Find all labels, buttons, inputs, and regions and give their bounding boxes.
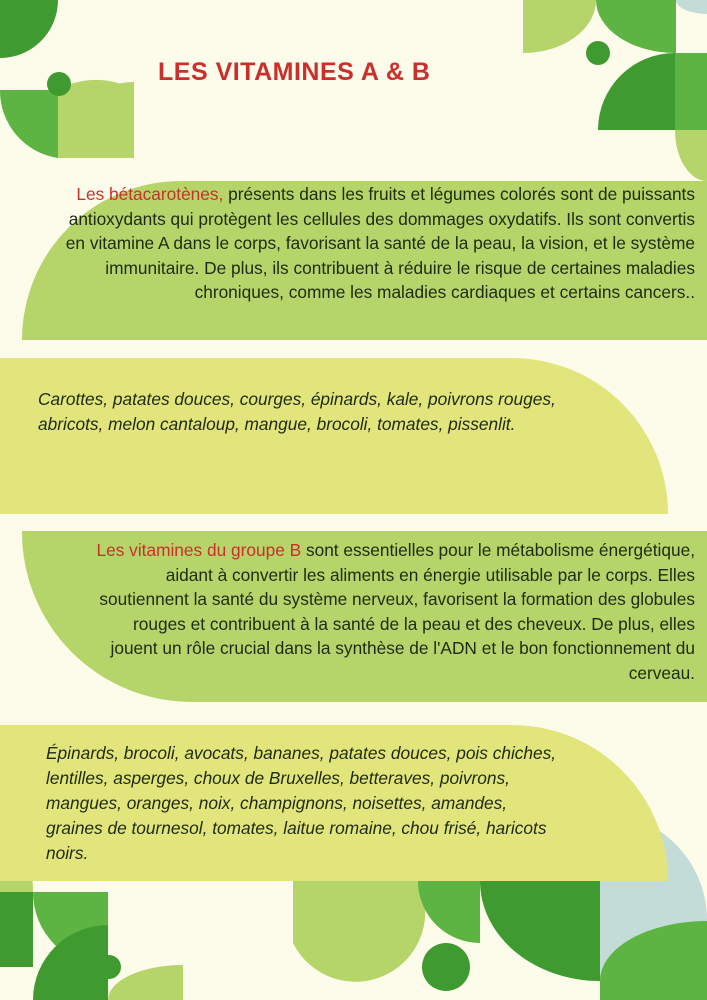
shape-green-half-bottomright xyxy=(480,881,616,981)
shape-dot-bottomleft xyxy=(97,955,121,979)
vitamin-a-foods-list: Carottes, patates douces, courges, épinards, kale, poivrons rouges, abricots, melon cantaloup, mangue, brocoli, tomates, pissenlit. xyxy=(38,389,556,434)
shape-quarter-mid-right xyxy=(675,53,707,130)
page-title: LES VITAMINES A & B xyxy=(158,58,431,86)
shape-dot-topright xyxy=(586,41,610,65)
shape-half-green-top xyxy=(596,0,676,53)
betacarotene-text: présents dans les fruits et légumes colorés sont de puissants antioxydants qui protègent les cellules des dommages oxydatifs. Ils sont convertis en vitamine A dans le corps, favorisant la santé de la peau, la vision, et le système immunitaire. De plus, ils contribuent à réduire le risque de certaines maladies chroniques, comme les maladies cardiaques et certains cancers.. xyxy=(65,184,695,302)
shape-half-dark-bottom xyxy=(0,892,33,967)
shape-quarter-dark-topleft xyxy=(0,0,58,58)
shape-dot-topleft xyxy=(47,72,71,96)
vitamin-b-text: sont essentielles pour le métabolisme énergétique, aidant à convertir les aliments en énergie utilisable par le corps. Elles soutiennent la santé du système nerveux, favorisent la formation des globules rouges et contribuent à la santé de la peau et des cheveux. De plus, elles jouent un rôle crucial dans la synthèse de l'ADN et le bon fonctionnement du cerveau. xyxy=(99,540,695,683)
vitamin-b-section xyxy=(22,531,707,702)
shape-dot-bottom-center xyxy=(422,943,470,991)
vitamin-b-paragraph xyxy=(82,538,695,685)
betacarotene-section xyxy=(22,181,707,340)
vitamin-b-foods-list: Épinards, brocoli, avocats, bananes, patates douces, pois chiches, lentilles, asperges, choux de Bruxelles, betteraves, poivrons, mangues, oranges, noix, champignons, noisettes, amandes, graines de tournesol, tomates, laitue romaine, chou frisé, haricots noirs. xyxy=(46,743,557,863)
shape-quarter-dark-right xyxy=(598,53,675,130)
shape-quarter-dark-bottom2 xyxy=(33,925,108,1000)
vitamin-b-highlight: Les vitamines du groupe B xyxy=(96,540,302,560)
vitamin-a-foods-section xyxy=(0,358,668,514)
shape-green-arc-center xyxy=(418,881,480,943)
shape-quarter-mid-left xyxy=(0,90,58,158)
vitamin-b-foods-section xyxy=(0,725,668,881)
shape-quarter-lime-right xyxy=(675,130,707,181)
betacarotene-paragraph xyxy=(52,181,695,305)
shape-half-lime-top xyxy=(523,0,596,53)
betacarotene-highlight: Les bétacarotènes, xyxy=(76,184,224,204)
shape-half-blue-corner xyxy=(676,0,707,14)
shape-lime-arc-center xyxy=(293,881,425,982)
